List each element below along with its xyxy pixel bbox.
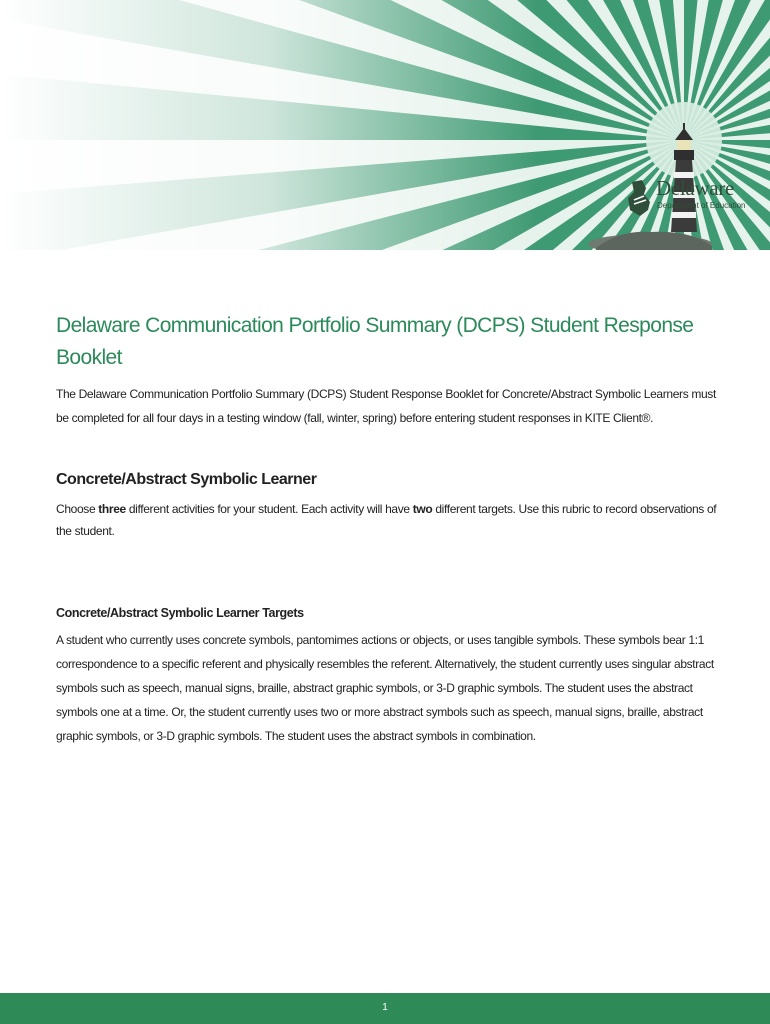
- targets-paragraph: A student who currently uses concrete symbols, pantomimes actions or objects, or uses tangible symbols. These symbols bear 1:1 correspondence to a specific referent and physically resembles the referent. Alternatively, the student currently uses singular abstract symbols such as speech, manual signs, braille, abstract graphic symbols, or 3-D graphic symbols. The student uses the abstract symbols one at a time. Or, the student currently uses two or more abstract symbols such as speech, manual signs, braille, abstract graphic symbols, or 3-D graphic symbols. The student uses the abstract symbols in combination.: [56, 633, 714, 743]
- logo-subtitle: Department of Education: [657, 201, 746, 210]
- state-outline-icon: [624, 180, 654, 218]
- section-heading: Concrete/Abstract Symbolic Learner: [56, 471, 317, 488]
- page-number: 1: [382, 1002, 388, 1013]
- header-banner: [0, 0, 770, 250]
- intro-paragraph: The Delaware Communication Portfolio Summary (DCPS) Student Response Booklet for Concrete/Abstract Symbolic Learners must be completed for all four days in a testing window (fall, winter, spring) before entering student responses in KITE Client®.: [56, 387, 716, 425]
- delaware-doe-logo: [622, 176, 762, 220]
- instructions-emphasis-two: two: [412, 502, 433, 516]
- instructions-emphasis-three: three: [98, 502, 126, 516]
- instructions-text: Choose: [56, 502, 99, 516]
- instructions-text: different activities for your student. Each activity will have: [125, 502, 413, 516]
- instructions-paragraph: [56, 498, 726, 542]
- document-body: [56, 310, 726, 748]
- targets-heading: Concrete/Abstract Symbolic Learner Targets: [56, 606, 304, 620]
- logo-wordmark: Delaware: [656, 176, 735, 200]
- instructions-text: different targets. Use this rubric to record observations of the student.: [56, 502, 717, 538]
- page-footer: [0, 993, 770, 1024]
- document-title: Delaware Communication Portfolio Summary (DCPS) Student Response Booklet: [56, 314, 694, 369]
